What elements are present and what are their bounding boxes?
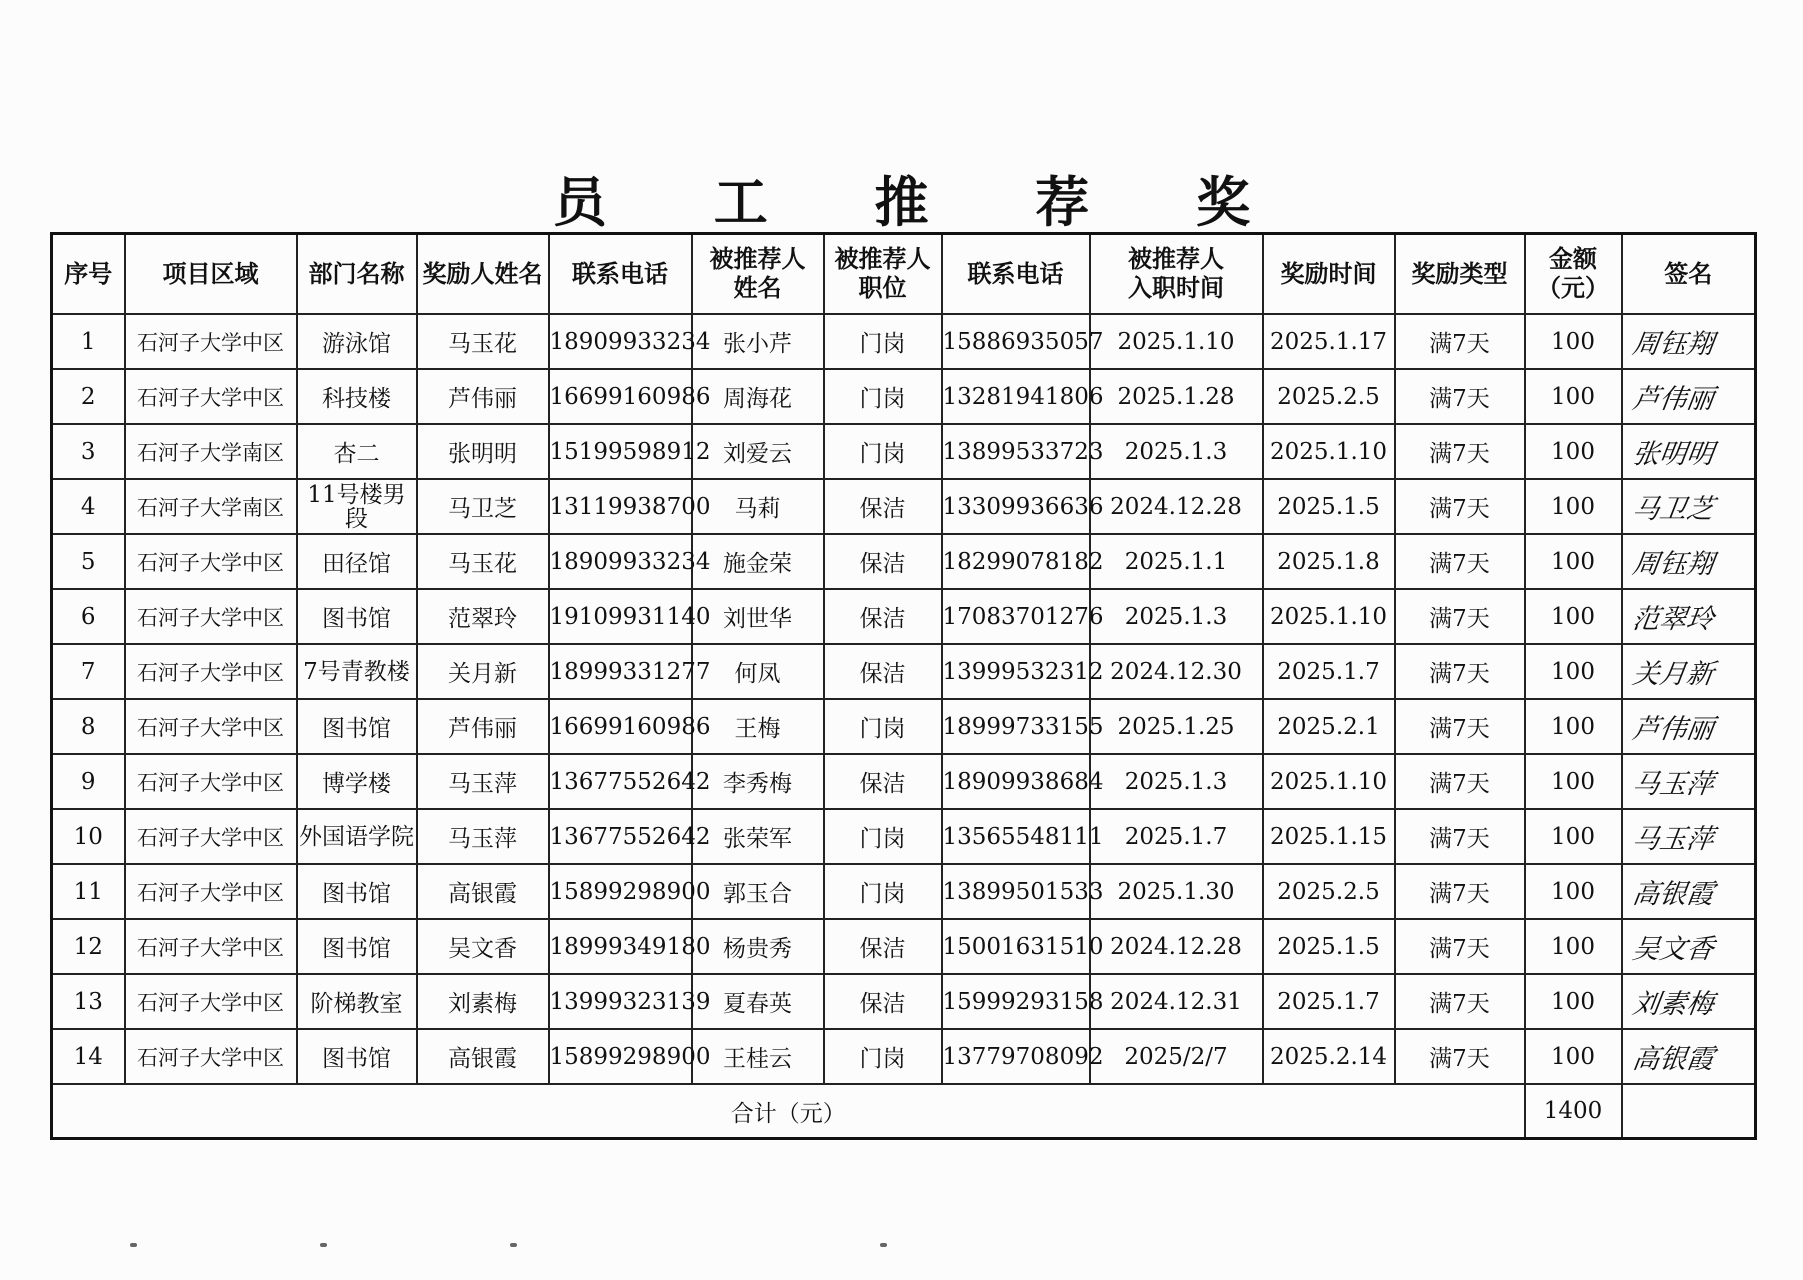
row-award-date: 2025.1.7 <box>1263 974 1395 1029</box>
table-row <box>52 479 1756 534</box>
row-nominee: 刘爱云 <box>692 424 824 479</box>
row-region: 石河子大学南区 <box>125 479 297 534</box>
row-dept: 图书馆 <box>297 589 417 644</box>
row-award-date: 2025.2.1 <box>1263 699 1395 754</box>
row-nominee: 刘世华 <box>692 589 824 644</box>
row-signature: 马玉萍 <box>1618 809 1760 864</box>
row-amount: 100 <box>1525 809 1622 864</box>
row-award-date: 2025.1.10 <box>1263 424 1395 479</box>
row-phone1: 16699160986 <box>549 699 692 754</box>
row-phone1: 13119938700 <box>549 479 692 534</box>
award-table <box>50 232 1757 1140</box>
scan-speck <box>510 1243 517 1247</box>
row-hire-date: 2024.12.31 <box>1090 974 1263 1029</box>
row-hire-date: 2025.1.25 <box>1090 699 1263 754</box>
row-amount: 100 <box>1525 479 1622 534</box>
row-phone1: 19109931140 <box>549 589 692 644</box>
row-phone1: 15199598912 <box>549 424 692 479</box>
row-award-date: 2025.1.5 <box>1263 919 1395 974</box>
row-hire-date: 2025.1.7 <box>1090 809 1263 864</box>
row-phone1: 18999349180 <box>549 919 692 974</box>
row-region: 石河子大学中区 <box>125 1029 297 1084</box>
row-phone1: 16699160986 <box>549 369 692 424</box>
row-phone2: 13899533723 <box>942 424 1090 479</box>
row-nominee: 李秀梅 <box>692 754 824 809</box>
table-row <box>52 754 1756 809</box>
row-signature: 周钰翔 <box>1618 314 1760 369</box>
header-hire-line2: 入职时间 <box>1128 274 1224 302</box>
row-region: 石河子大学中区 <box>125 864 297 919</box>
row-position: 保洁 <box>824 644 942 699</box>
row-award-type: 满7天 <box>1395 699 1525 754</box>
row-rewardee: 范翠玲 <box>417 589 549 644</box>
row-region: 石河子大学南区 <box>125 424 297 479</box>
page-title: 员 工 推 荐 奖 <box>552 171 1295 234</box>
row-signature: 马玉萍 <box>1618 754 1760 809</box>
header-amount <box>1525 234 1622 315</box>
row-seq: 7 <box>52 644 125 699</box>
row-amount: 100 <box>1525 314 1622 369</box>
row-region: 石河子大学中区 <box>125 534 297 589</box>
header-dept: 部门名称 <box>297 234 417 315</box>
row-award-date: 2025.1.17 <box>1263 314 1395 369</box>
header-award-date: 奖励时间 <box>1263 234 1395 315</box>
total-row <box>52 1084 1756 1139</box>
row-award-type: 满7天 <box>1395 864 1525 919</box>
row-rewardee: 马玉萍 <box>417 754 549 809</box>
row-signature: 高银霞 <box>1618 1029 1760 1084</box>
row-amount: 100 <box>1525 754 1622 809</box>
row-nominee: 周海花 <box>692 369 824 424</box>
row-seq: 10 <box>52 809 125 864</box>
row-award-type: 满7天 <box>1395 974 1525 1029</box>
row-phone1: 18909933234 <box>549 314 692 369</box>
row-nominee: 王梅 <box>692 699 824 754</box>
row-dept: 图书馆 <box>297 699 417 754</box>
row-signature: 张明明 <box>1618 424 1760 479</box>
table-row <box>52 809 1756 864</box>
row-signature: 吴文香 <box>1618 919 1760 974</box>
row-hire-date: 2025.1.3 <box>1090 754 1263 809</box>
row-phone2: 15999293158 <box>942 974 1090 1029</box>
row-phone2: 13309936636 <box>942 479 1090 534</box>
row-nominee: 马莉 <box>692 479 824 534</box>
scan-speck <box>130 1243 137 1247</box>
row-seq: 4 <box>52 479 125 534</box>
row-award-type: 满7天 <box>1395 589 1525 644</box>
row-phone2: 13565548111 <box>942 809 1090 864</box>
row-award-type: 满7天 <box>1395 534 1525 589</box>
row-seq: 5 <box>52 534 125 589</box>
header-hire-date <box>1090 234 1263 315</box>
row-rewardee: 张明明 <box>417 424 549 479</box>
total-amount: 1400 <box>1525 1084 1622 1139</box>
row-hire-date: 2024.12.28 <box>1090 479 1263 534</box>
row-phone2: 17083701276 <box>942 589 1090 644</box>
header-nominee-line2: 姓名 <box>733 274 782 302</box>
header-position-line2: 职位 <box>858 274 907 302</box>
table-row <box>52 1029 1756 1084</box>
row-award-date: 2025.1.8 <box>1263 534 1395 589</box>
table-body <box>52 314 1756 1084</box>
row-signature: 芦伟丽 <box>1618 699 1760 754</box>
row-signature: 芦伟丽 <box>1618 369 1760 424</box>
header-hire-line1: 被推荐人 <box>1128 245 1224 273</box>
row-signature: 范翠玲 <box>1618 589 1760 644</box>
row-nominee: 张小芹 <box>692 314 824 369</box>
row-dept: 杏二 <box>297 424 417 479</box>
row-amount: 100 <box>1525 699 1622 754</box>
row-region: 石河子大学中区 <box>125 369 297 424</box>
row-rewardee: 马玉萍 <box>417 809 549 864</box>
row-nominee: 杨贵秀 <box>692 919 824 974</box>
row-seq: 13 <box>52 974 125 1029</box>
row-phone2: 18999733155 <box>942 699 1090 754</box>
header-amount-line2: （元） <box>1537 274 1609 302</box>
row-seq: 3 <box>52 424 125 479</box>
row-dept: 博学楼 <box>297 754 417 809</box>
row-amount: 100 <box>1525 919 1622 974</box>
row-region: 石河子大学中区 <box>125 809 297 864</box>
row-hire-date: 2025/2/7 <box>1090 1029 1263 1084</box>
total-label: 合计（元） <box>52 1084 1525 1139</box>
row-award-date: 2025.1.10 <box>1263 754 1395 809</box>
row-dept: 图书馆 <box>297 919 417 974</box>
row-seq: 6 <box>52 589 125 644</box>
row-position: 保洁 <box>824 479 942 534</box>
table-row <box>52 974 1756 1029</box>
row-position: 门岗 <box>824 369 942 424</box>
row-phone2: 15001631510 <box>942 919 1090 974</box>
header-position <box>824 234 942 315</box>
header-signature: 签名 <box>1622 234 1756 315</box>
row-award-type: 满7天 <box>1395 644 1525 699</box>
header-nominee-line1: 被推荐人 <box>709 245 806 273</box>
row-rewardee: 高银霞 <box>417 864 549 919</box>
header-amount-line1: 金额 <box>1549 245 1597 273</box>
row-nominee: 施金荣 <box>692 534 824 589</box>
row-position: 门岗 <box>824 424 942 479</box>
row-award-type: 满7天 <box>1395 919 1525 974</box>
row-award-date: 2025.1.7 <box>1263 644 1395 699</box>
row-phone2: 13999532312 <box>942 644 1090 699</box>
row-hire-date: 2025.1.28 <box>1090 369 1263 424</box>
header-position-line1: 被推荐人 <box>834 245 931 273</box>
table-row <box>52 864 1756 919</box>
row-nominee: 何凤 <box>692 644 824 699</box>
row-dept: 图书馆 <box>297 864 417 919</box>
row-amount: 100 <box>1525 1029 1622 1084</box>
row-dept: 科技楼 <box>297 369 417 424</box>
table-row <box>52 314 1756 369</box>
row-rewardee: 马玉花 <box>417 314 549 369</box>
row-position: 保洁 <box>824 919 942 974</box>
row-award-date: 2025.2.14 <box>1263 1029 1395 1084</box>
row-amount: 100 <box>1525 424 1622 479</box>
row-rewardee: 吴文香 <box>417 919 549 974</box>
row-position: 保洁 <box>824 534 942 589</box>
row-position: 门岗 <box>824 1029 942 1084</box>
row-hire-date: 2025.1.30 <box>1090 864 1263 919</box>
row-award-date: 2025.1.15 <box>1263 809 1395 864</box>
row-amount: 100 <box>1525 534 1622 589</box>
row-seq: 9 <box>52 754 125 809</box>
row-position: 门岗 <box>824 699 942 754</box>
row-region: 石河子大学中区 <box>125 754 297 809</box>
header-phone2: 联系电话 <box>942 234 1090 315</box>
row-amount: 100 <box>1525 644 1622 699</box>
header-award-type: 奖励类型 <box>1395 234 1525 315</box>
row-signature: 马卫芝 <box>1618 479 1760 534</box>
row-award-type: 满7天 <box>1395 479 1525 534</box>
table-row <box>52 699 1756 754</box>
row-seq: 12 <box>52 919 125 974</box>
row-dept: 游泳馆 <box>297 314 417 369</box>
row-position: 保洁 <box>824 974 942 1029</box>
header-row <box>52 234 1756 315</box>
row-amount: 100 <box>1525 974 1622 1029</box>
row-phone2: 13779708092 <box>942 1029 1090 1084</box>
row-seq: 1 <box>52 314 125 369</box>
row-hire-date: 2025.1.10 <box>1090 314 1263 369</box>
row-dept: 图书馆 <box>297 1029 417 1084</box>
row-rewardee: 刘素梅 <box>417 974 549 1029</box>
table-row <box>52 919 1756 974</box>
scan-speck <box>880 1243 887 1247</box>
row-dept: 阶梯教室 <box>297 974 417 1029</box>
row-award-type: 满7天 <box>1395 809 1525 864</box>
row-amount: 100 <box>1525 864 1622 919</box>
row-seq: 8 <box>52 699 125 754</box>
header-nominee <box>692 234 824 315</box>
table-row <box>52 644 1756 699</box>
row-award-date: 2025.2.5 <box>1263 369 1395 424</box>
row-position: 门岗 <box>824 314 942 369</box>
scan-speck <box>320 1243 327 1247</box>
table-row <box>52 369 1756 424</box>
row-nominee: 王桂云 <box>692 1029 824 1084</box>
row-position: 保洁 <box>824 589 942 644</box>
row-award-type: 满7天 <box>1395 754 1525 809</box>
row-award-date: 2025.1.5 <box>1263 479 1395 534</box>
row-signature: 关月新 <box>1618 644 1760 699</box>
row-phone1: 18999331277 <box>549 644 692 699</box>
row-award-type: 满7天 <box>1395 424 1525 479</box>
row-rewardee: 芦伟丽 <box>417 369 549 424</box>
table-row <box>52 589 1756 644</box>
row-phone2: 18909938684 <box>942 754 1090 809</box>
row-phone2: 18299078182 <box>942 534 1090 589</box>
row-phone1: 13677552642 <box>549 809 692 864</box>
total-signature-cell <box>1622 1084 1756 1139</box>
row-position: 门岗 <box>824 809 942 864</box>
row-hire-date: 2024.12.28 <box>1090 919 1263 974</box>
header-rewardee: 奖励人姓名 <box>417 234 549 315</box>
table-row <box>52 424 1756 479</box>
row-region: 石河子大学中区 <box>125 314 297 369</box>
row-hire-date: 2025.1.1 <box>1090 534 1263 589</box>
row-phone1: 13677552642 <box>549 754 692 809</box>
row-nominee: 张荣军 <box>692 809 824 864</box>
row-region: 石河子大学中区 <box>125 699 297 754</box>
row-nominee: 夏春英 <box>692 974 824 1029</box>
row-region: 石河子大学中区 <box>125 644 297 699</box>
row-dept: 田径馆 <box>297 534 417 589</box>
header-phone1: 联系电话 <box>549 234 692 315</box>
row-award-date: 2025.1.10 <box>1263 589 1395 644</box>
row-award-type: 满7天 <box>1395 1029 1525 1084</box>
row-signature: 周钰翔 <box>1618 534 1760 589</box>
row-phone2: 15886935057 <box>942 314 1090 369</box>
row-signature: 刘素梅 <box>1618 974 1760 1029</box>
table-row <box>52 534 1756 589</box>
row-phone1: 15899298900 <box>549 1029 692 1084</box>
row-amount: 100 <box>1525 369 1622 424</box>
row-rewardee: 马卫芝 <box>417 479 549 534</box>
header-seq: 序号 <box>52 234 125 315</box>
row-dept: 11号楼男段 <box>297 479 417 534</box>
row-phone2: 13899501533 <box>942 864 1090 919</box>
row-dept: 7号青教楼 <box>297 644 417 699</box>
row-region: 石河子大学中区 <box>125 919 297 974</box>
row-phone2: 13281941806 <box>942 369 1090 424</box>
row-rewardee: 芦伟丽 <box>417 699 549 754</box>
row-seq: 11 <box>52 864 125 919</box>
row-award-type: 满7天 <box>1395 314 1525 369</box>
row-region: 石河子大学中区 <box>125 974 297 1029</box>
row-hire-date: 2025.1.3 <box>1090 424 1263 479</box>
row-phone1: 13999323139 <box>549 974 692 1029</box>
row-rewardee: 高银霞 <box>417 1029 549 1084</box>
row-nominee: 郭玉合 <box>692 864 824 919</box>
row-hire-date: 2025.1.3 <box>1090 589 1263 644</box>
row-position: 门岗 <box>824 864 942 919</box>
row-award-type: 满7天 <box>1395 369 1525 424</box>
row-position: 保洁 <box>824 754 942 809</box>
header-region: 项目区域 <box>125 234 297 315</box>
row-rewardee: 马玉花 <box>417 534 549 589</box>
row-phone1: 15899298900 <box>549 864 692 919</box>
row-region: 石河子大学中区 <box>125 589 297 644</box>
row-signature: 高银霞 <box>1618 864 1760 919</box>
row-award-date: 2025.2.5 <box>1263 864 1395 919</box>
row-seq: 2 <box>52 369 125 424</box>
row-amount: 100 <box>1525 589 1622 644</box>
row-dept: 外国语学院 <box>297 809 417 864</box>
row-hire-date: 2024.12.30 <box>1090 644 1263 699</box>
row-seq: 14 <box>52 1029 125 1084</box>
row-rewardee: 关月新 <box>417 644 549 699</box>
row-phone1: 18909933234 <box>549 534 692 589</box>
